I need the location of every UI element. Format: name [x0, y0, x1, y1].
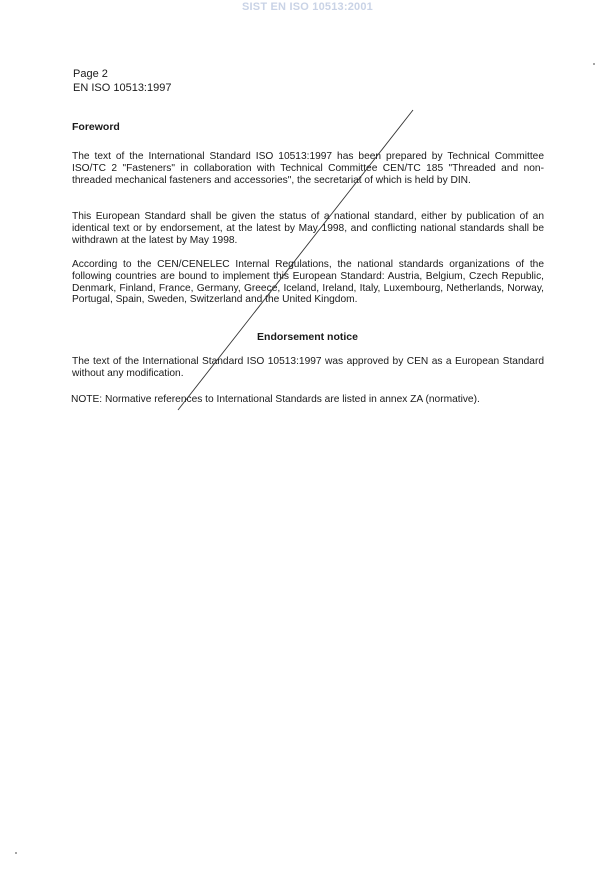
- scan-speck: [593, 63, 595, 65]
- foreword-paragraph: This European Standard shall be given the status of a national standard, either by publication of an identical text or by endorsement, at the latest by May 1998, and conflicting national standards shall be withdrawn at the latest by May 1998.: [72, 211, 544, 246]
- endorsement-title: Endorsement notice: [257, 331, 358, 343]
- scan-speck: [15, 852, 17, 854]
- endorsement-text: The text of the International Standard ISO 10513:1997 was approved by CEN as a European Standard without any modification.: [72, 356, 544, 379]
- foreword-title: Foreword: [72, 121, 120, 133]
- page-number: Page 2: [73, 68, 108, 80]
- watermark: SIST EN ISO 10513:2001: [242, 1, 373, 13]
- foreword-paragraph: According to the CEN/CENELEC Internal Regulations, the national standards organizations of the following countries are bound to implement this European Standard: Austria, Belgium, Czech Republic, Denmark, Finland, France, Germany, Greece, Iceland, Ireland, Italy, Luxembourg, Netherlands, Norway, Portugal, Spain, Sweden, Switzerland and the United Kingdom.: [72, 259, 544, 306]
- normative-note: NOTE: Normative references to International Standards are listed in annex ZA (normative).: [71, 394, 480, 405]
- foreword-paragraph: The text of the International Standard ISO 10513:1997 has been prepared by Technical Committee ISO/TC 2 "Fasteners" in collaboration with Technical Committee CEN/TC 185 "Threaded and non-threaded mechanical fasteners and accessories", the secretariat of which is held by DIN.: [72, 151, 544, 186]
- standard-reference: EN ISO 10513:1997: [73, 82, 172, 94]
